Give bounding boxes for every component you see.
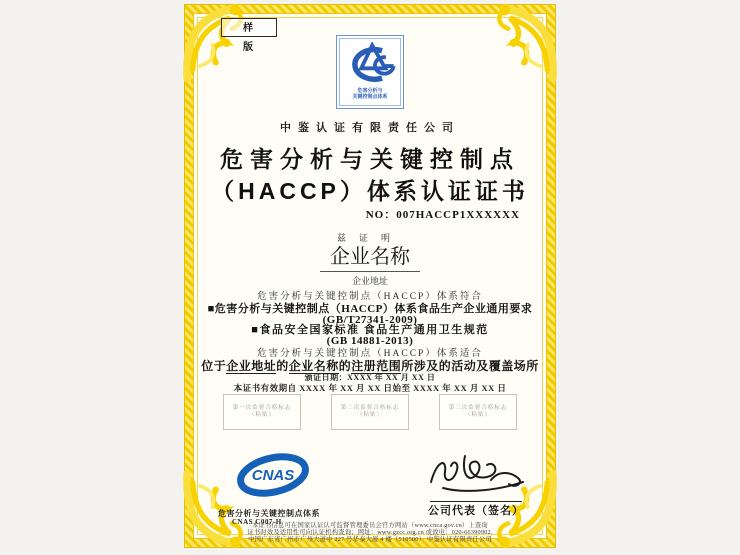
scope-registered-range: 注册范围 — [351, 359, 402, 373]
supervision-box-1 — [223, 394, 301, 430]
scope-connector: 的 — [276, 359, 289, 373]
compliance-item-1: ■危害分析与关键控制点（HACCP）体系食品生产企业通用要求 — [207, 303, 533, 315]
supervision-box-2 — [331, 394, 409, 430]
certify-label: 兹证明 — [336, 233, 403, 243]
supervision-box-2-line2: （粘贴） — [356, 412, 383, 418]
cag-monogram-icon — [342, 42, 398, 88]
cnas-logo-icon — [235, 450, 311, 500]
scope-statement — [184, 359, 556, 373]
footnote-line-3: 中国广东省广州市广州大道中 227 号华泰大厦 4 楼（510500） 中鉴认证有限责任公司 — [248, 536, 492, 543]
certificate-number: NO：007HACCP1XXXXXX — [365, 209, 520, 221]
scope-connector: 的 — [338, 359, 352, 373]
supervision-box-1-line1: 第一次监督合格标志 — [232, 405, 292, 411]
compliance-item-2: ■食品安全国家标准 食品生产通用卫生规范 — [251, 324, 489, 336]
cnas-logo-text: CNAS — [251, 467, 295, 484]
supervision-box-3-line2: （粘贴） — [464, 412, 491, 418]
supervision-box-3 — [439, 394, 517, 430]
certificate-title-line2: （HACCP）体系认证证书 — [211, 178, 529, 204]
scope-suffix: 所涉及的活动及覆盖场所 — [401, 359, 539, 373]
scope-address: 企业地址 — [226, 359, 277, 373]
compliance-standard-2: (GB 14881-2013) — [326, 335, 414, 347]
issue-date: 颁证日期：XXXX 年 XX 月 XX 日 — [304, 373, 436, 382]
scope-prefix: 位于 — [201, 359, 227, 373]
company-address: 企业地址 — [351, 276, 388, 286]
certificate-sheet — [184, 4, 556, 548]
handwritten-signature — [421, 448, 531, 494]
supervision-box-3-line1: 第三次监督合格标志 — [448, 405, 508, 411]
signature-block — [416, 448, 536, 518]
footnote-line-2: 证书时效及适用性可向认证机构查询；网址：www.gzcc.org.cn 或致电：020-66390902. — [247, 529, 493, 536]
supervision-box-2-line1: 第二次监督合格标志 — [340, 405, 400, 411]
certificate-title-line1: 危害分析与关键控制点 — [220, 146, 520, 172]
scope-company: 企业名称 — [288, 359, 339, 373]
footnote-line-1: 本证书信息可在国家认证认可监督管理委员会官方网站（www.cnca.gov.cn）上查询 — [252, 522, 488, 529]
signature-label: 公司代表（签名） — [428, 505, 524, 517]
company-name — [184, 244, 556, 272]
compliance-heading: 危害分析与关键控制点（HACCP）体系符合 — [257, 292, 483, 302]
suitability-heading: 危害分析与关键控制点（HACCP）体系适合 — [257, 349, 483, 359]
issuer-name: 中鉴认证有限责任公司 — [280, 122, 460, 134]
signature-line — [430, 501, 522, 502]
haccp-logo-box — [336, 35, 404, 109]
compliance-standard-1: (GB/T27341-2009) — [322, 314, 418, 326]
validity-period: 本证书有效期自 XXXX 年 XX 月 XX 日始至 XXXX 年 XX 月 XX 日 — [233, 383, 507, 393]
cnas-block — [218, 450, 328, 527]
cnas-scheme-code: CNAS C007-H — [232, 518, 282, 526]
logo-caption-line1: 危害分析与 — [357, 88, 383, 94]
footnotes — [190, 522, 550, 543]
supervision-box-row — [184, 394, 556, 430]
logo-caption-line2: 关键控制点体系 — [352, 94, 388, 100]
sample-version-stamp: 样版 — [221, 18, 277, 37]
supervision-box-1-line2: （粘贴） — [248, 412, 275, 418]
company-name-text: 企业名称 — [320, 244, 420, 272]
cnas-caption: 危害分析与关键控制点体系 — [218, 509, 320, 518]
